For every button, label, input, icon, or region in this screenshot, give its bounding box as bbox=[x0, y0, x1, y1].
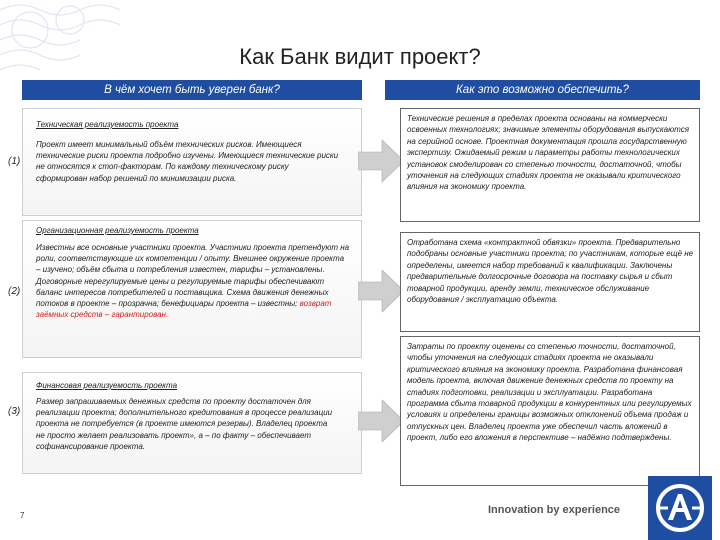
header-right: Как это возможно обеспечить? bbox=[385, 80, 700, 100]
page-number: 7 bbox=[20, 511, 25, 520]
section-2-text-highlight: возврат заёмных средств – гарантирован. bbox=[36, 299, 332, 320]
header-left: В чём хочет быть уверен банк? bbox=[22, 80, 362, 100]
company-logo-icon bbox=[648, 476, 712, 540]
section-1-number: (1) bbox=[8, 156, 21, 167]
section-3-number: (3) bbox=[8, 406, 21, 417]
section-2-text-main: Известны все основные участники проекта. Участники проекта претендуют на роли, соответствующие их компетенции / опыту. Внешнее окружение проекта – изучено; объём сбыта и потребления известен, тарифы – установлены. Договорные нерегулируемые цены и регулируемые тарифы обеспечивают баланс интересов потребителей и поставщика. Схема движения денежных потоков в проекте – прозрачна; бенефициары проекта – известны; bbox=[36, 243, 350, 309]
arrow-icon bbox=[358, 138, 404, 184]
tagline: Innovation by experience bbox=[488, 504, 621, 516]
right-panel-1 bbox=[400, 108, 700, 222]
section-3-text: Размер запрашиваемых денежных средств по проекту достаточен для реализации проекта; дополнительного кредитования в процессе реализации проекта не потребуется (в проекте имеются резервы). Владелец проекта не просто желает реализовать проект», а – по факту – обеспечивает софинансирование проекта. bbox=[36, 397, 333, 451]
section-1-title: Техническая реализуемость проекта bbox=[36, 120, 179, 129]
section-2-number: (2) bbox=[8, 286, 21, 297]
arrow-icon bbox=[358, 398, 404, 444]
section-2-text bbox=[36, 242, 350, 320]
right-panel-1-text: Технические решения в пределах проекта основаны на коммерчески освоенных технологиях; значимые элементы оборудования выпускаются на серийной основе. Проектная документация прошла государственную экспертизу. Ожидаемый режим и параметры работы технологических установок смоделирован со степенью точности, достаточной, чтобы уточнения на следующих стадиях проекта не оказывали критического влияния на экономику проекта. bbox=[407, 114, 689, 192]
right-panel-2 bbox=[400, 232, 700, 332]
right-panel-3-text: Затраты по проекту оценены со степенью точности, достаточной, чтобы уточнения на следующих стадиях проекта не оказывали критического влияния на экономику проекта. Разработана финансовая модель проекта, включая движение денежных средств по проекту на стадиях подготовки, реализации и эксплуатации. Разработана программа сбыта товарной продукции в конкурентных или регулируемых условиях и определены границы возможных отклонений объема продаж и отпускных цен. Владелец проекта уже обеспечил часть вложений в проект, либо его вложения в перспективе – надёжно подтверждены. bbox=[407, 342, 692, 443]
page-title: Как Банк видит проект? bbox=[239, 44, 481, 69]
section-3-title: Финансовая реализуемость проекта bbox=[36, 381, 178, 390]
section-2-title: Организационная реализуемость проекта bbox=[36, 226, 199, 235]
right-panel-2-text: Отработана схема «контрактной обвязки» проекта. Предварительно подобраны основные участники проекта; по участникам, которые ещё не определены, имеется набор требований к квалификации. Заключены предварительные долгосрочные договора на поставку сырья и сбыт товарной продукции, аренду земли, техническое обслуживание оборудования / эксплуатацию объекта. bbox=[407, 238, 694, 305]
section-1-text: Проект имеет минимальный объём технических рисков. Имеющиеся технические риски проекта подробно изучены. Имеющиеся технические риски не относятся к стоп-факторам. По каждому техническому риску сформирован набор решений по минимизации риска. bbox=[36, 140, 339, 183]
arrow-icon bbox=[358, 268, 404, 314]
right-panel-3 bbox=[400, 336, 700, 486]
